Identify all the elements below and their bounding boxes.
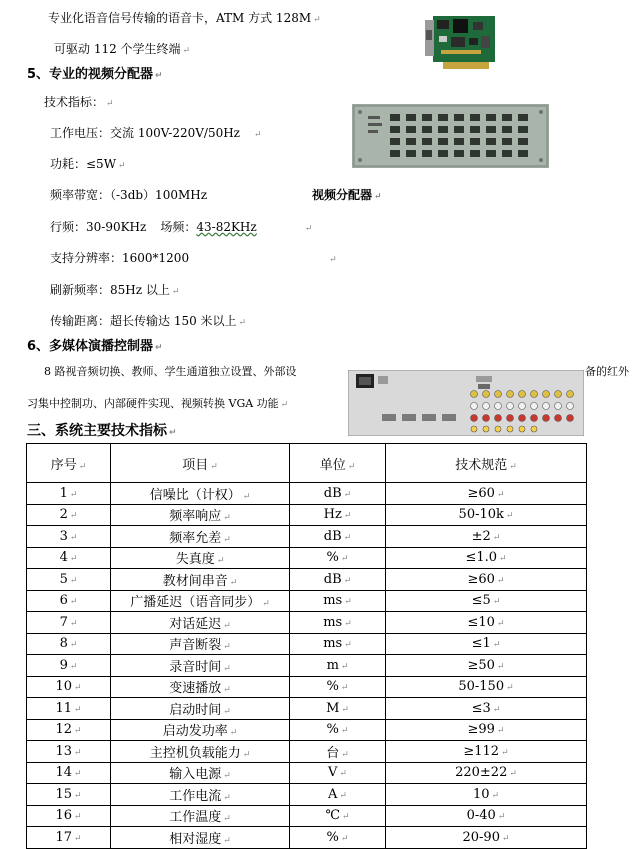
specs-table (26, 443, 587, 849)
paragraph-mark: ↵ (223, 835, 231, 846)
paragraph-mark: ↵ (223, 642, 231, 653)
cell-spec-text: ≤5 (471, 593, 491, 609)
header-spec (386, 444, 587, 483)
paragraph-mark: ↵ (223, 771, 231, 782)
cell-spec (386, 676, 587, 698)
cell-unit-text: m (326, 657, 339, 673)
cell-spec (386, 526, 587, 548)
paragraph-mark: ↵ (169, 428, 177, 438)
paragraph-mark: ↵ (69, 597, 78, 608)
cell-unit-text: % (326, 722, 339, 738)
cell-spec (386, 762, 587, 784)
cell-spec-text: ±2 (471, 528, 491, 544)
cell-index (27, 483, 111, 505)
cell-item-text: 相对湿度 (169, 831, 222, 847)
section6-desc-line2-text: 习集中控制功、内部硬件实现、视频转换 VGA 功能 (27, 397, 279, 410)
paragraph-mark: ↵ (505, 511, 514, 522)
cell-index-text: 8 (59, 636, 68, 652)
cell-index-text: 1 (59, 485, 68, 501)
cell-item (111, 633, 290, 655)
paragraph-mark: ↵ (238, 318, 247, 328)
table-row (27, 827, 587, 849)
section5-spec-label (44, 94, 114, 112)
section6-desc-part1 (44, 364, 297, 380)
cell-spec-text: 20-90 (462, 829, 500, 845)
paragraph-mark: ↵ (491, 790, 500, 801)
section6-desc-part2-text: 备的红外 (585, 365, 629, 378)
cell-spec-text: ≥112 (463, 743, 500, 759)
table-row (27, 612, 587, 634)
cell-item-text: 信噪比（计权） (149, 487, 241, 503)
table-header-row (27, 444, 587, 483)
cell-item (111, 504, 290, 526)
paragraph-mark: ↵ (374, 192, 382, 202)
paragraph-mark: ↵ (496, 618, 505, 629)
cell-spec-text: ≥99 (467, 722, 495, 738)
paragraph-mark: ↵ (74, 812, 82, 823)
paragraph-mark: ↵ (340, 833, 349, 844)
paragraph-mark: ↵ (492, 597, 501, 608)
table-row (27, 784, 587, 806)
paragraph-mark: ↵ (223, 534, 231, 545)
table-row (27, 547, 587, 569)
header-item-text: 项目 (182, 457, 209, 473)
spec-power (50, 156, 126, 174)
table-row (27, 719, 587, 741)
cell-spec (386, 741, 587, 763)
spec-frequency (50, 219, 312, 237)
cell-unit-text: % (326, 550, 339, 566)
paragraph-mark: ↵ (499, 554, 507, 565)
paragraph-mark: ↵ (496, 489, 505, 500)
cell-unit (290, 504, 386, 526)
section6-desc-part1-text: 8 路视音频切换、教师、学生通道独立设置、外部设 (44, 365, 297, 378)
cell-unit (290, 612, 386, 634)
cell-spec (386, 483, 587, 505)
cell-unit (290, 676, 386, 698)
cell-unit-text: ms (323, 636, 343, 652)
cell-item (111, 698, 290, 720)
paragraph-mark: ↵ (304, 224, 313, 234)
paragraph-mark: ↵ (340, 661, 349, 672)
cell-unit (290, 805, 386, 827)
cell-spec-text: ≤10 (467, 614, 495, 630)
cell-item (111, 569, 290, 591)
section5-heading-text: 5、专业的视频分配器 (27, 67, 154, 82)
table-row (27, 698, 587, 720)
cell-item (111, 784, 290, 806)
paragraph-mark: ↵ (69, 575, 78, 586)
table-row (27, 526, 587, 548)
paragraph-mark: ↵ (74, 747, 82, 758)
paragraph-mark: ↵ (242, 749, 251, 760)
paragraph-mark: ↵ (69, 661, 78, 672)
cell-item (111, 805, 290, 827)
cell-unit (290, 655, 386, 677)
paragraph-mark: ↵ (492, 704, 501, 715)
paragraph-mark: ↵ (254, 130, 262, 140)
header-index-text: 序号 (50, 457, 77, 473)
table-row (27, 504, 587, 526)
cell-unit-text: M (326, 700, 340, 716)
paragraph-mark: ↵ (78, 461, 87, 472)
cell-item-text: 频率响应 (169, 509, 222, 525)
spec-refresh (50, 282, 179, 300)
cell-spec-text: 50-10k (458, 507, 504, 523)
cell-unit (290, 784, 386, 806)
table-row (27, 676, 587, 698)
cell-unit (290, 741, 386, 763)
paragraph-mark: ↵ (329, 255, 337, 265)
paragraph-mark: ↵ (496, 726, 505, 737)
cell-index (27, 698, 111, 720)
paragraph-mark: ↵ (229, 577, 238, 588)
header-index (27, 444, 111, 483)
paragraph-mark: ↵ (155, 343, 163, 353)
paragraph-mark: ↵ (343, 511, 352, 522)
section6-desc-line2 (27, 396, 288, 413)
cell-spec (386, 655, 587, 677)
cell-spec-text: ≤1.0 (465, 550, 498, 566)
section6-heading-text: 6、多媒体演播控制器 (27, 339, 154, 354)
section5-heading (27, 67, 163, 84)
paragraph-mark: ↵ (69, 511, 78, 522)
cell-unit-text: ms (323, 593, 343, 609)
spec-voltage-text: 工作电压：交流 100V-220V/50Hz (50, 126, 241, 140)
paragraph-mark: ↵ (509, 461, 517, 472)
paragraph-mark: ↵ (341, 749, 349, 760)
cell-index (27, 526, 111, 548)
cell-unit (290, 590, 386, 612)
spec-bandwidth (50, 187, 207, 203)
spec-refresh-text: 刷新频率：85Hz 以上 (50, 283, 170, 297)
cell-unit-text: dB (323, 571, 342, 587)
intro-line-2 (54, 41, 190, 59)
cell-index-text: 12 (55, 722, 72, 738)
paragraph-mark: ↵ (216, 556, 225, 567)
cell-spec (386, 590, 587, 612)
cell-item-text: 教材间串音 (162, 573, 228, 589)
cell-spec (386, 827, 587, 849)
paragraph-mark: ↵ (155, 71, 163, 81)
paragraph-mark: ↵ (341, 704, 349, 715)
table-row (27, 655, 587, 677)
spec-resolution (50, 250, 337, 268)
paragraph-mark: ↵ (339, 790, 347, 801)
header-unit (290, 444, 386, 483)
cell-unit (290, 719, 386, 741)
cell-item (111, 719, 290, 741)
cell-index (27, 655, 111, 677)
splitter-caption (312, 187, 382, 205)
cell-unit-text: V (328, 765, 338, 781)
cell-index (27, 633, 111, 655)
table-row (27, 569, 587, 591)
cell-spec-text: 220±22 (455, 765, 508, 781)
cell-index (27, 504, 111, 526)
cell-index-text: 2 (59, 507, 68, 523)
paragraph-mark: ↵ (340, 683, 349, 694)
cell-spec-text: ≥60 (467, 485, 495, 501)
paragraph-mark: ↵ (506, 683, 514, 694)
cell-spec (386, 698, 587, 720)
paragraph-mark: ↵ (342, 812, 350, 823)
cell-unit-text: ℃ (325, 808, 340, 824)
paragraph-mark: ↵ (492, 532, 501, 543)
cell-item-text: 工作电流 (169, 788, 222, 804)
cell-item-text: 启动时间 (169, 702, 222, 718)
cell-item-text: 变速播放 (169, 681, 222, 697)
paragraph-mark: ↵ (339, 769, 347, 780)
cell-index-text: 5 (59, 571, 68, 587)
cell-index (27, 719, 111, 741)
cell-index-text: 11 (55, 700, 72, 716)
paragraph-mark: ↵ (343, 575, 352, 586)
cell-item (111, 590, 290, 612)
video-splitter-image (352, 104, 549, 168)
cell-item-text: 工作温度 (169, 810, 222, 826)
cell-unit-text: % (326, 679, 339, 695)
cell-spec-text: 10 (472, 786, 490, 802)
cell-item (111, 676, 290, 698)
paragraph-mark: ↵ (223, 663, 231, 674)
cell-spec (386, 784, 587, 806)
cell-index-text: 6 (59, 593, 68, 609)
spec-label-text: 技术指标： (44, 95, 105, 109)
cell-unit (290, 762, 386, 784)
cell-unit (290, 633, 386, 655)
cell-item (111, 547, 290, 569)
paragraph-mark: ↵ (347, 461, 356, 472)
paragraph-mark: ↵ (492, 640, 501, 651)
paragraph-mark: ↵ (496, 661, 505, 672)
cell-item-text: 声音断裂 (169, 638, 222, 654)
cell-unit-text: Hz (323, 507, 342, 523)
paragraph-mark: ↵ (313, 15, 321, 25)
paragraph-mark: ↵ (496, 575, 505, 586)
cell-index-text: 13 (55, 743, 72, 759)
spec-bandwidth-text: 频率带宽：（-3db）100MHz (50, 188, 208, 202)
paragraph-mark: ↵ (74, 726, 82, 737)
cell-item-text: 频率允差 (169, 530, 222, 546)
cell-index (27, 569, 111, 591)
paragraph-mark: ↵ (501, 833, 510, 844)
cell-index (27, 612, 111, 634)
cell-item (111, 827, 290, 849)
paragraph-mark: ↵ (69, 532, 78, 543)
paragraph-mark: ↵ (69, 554, 78, 565)
cell-item-text: 录音时间 (169, 659, 222, 675)
paragraph-mark: ↵ (74, 833, 82, 844)
table-row (27, 741, 587, 763)
section6-heading (27, 339, 163, 356)
table-row (27, 633, 587, 655)
media-controller-image (348, 370, 584, 436)
cell-index-text: 17 (55, 829, 72, 845)
section6-desc-part2 (585, 364, 629, 380)
header-spec-text: 技术规范 (455, 457, 508, 473)
paragraph-mark: ↵ (340, 726, 349, 737)
cell-item (111, 612, 290, 634)
paragraph-mark: ↵ (280, 400, 289, 410)
paragraph-mark: ↵ (74, 790, 82, 801)
cell-item-text: 输入电源 (169, 767, 222, 783)
cell-spec-text: ≥50 (467, 657, 495, 673)
line-frequency-text: 行频：30-90KHz (50, 220, 147, 234)
cell-item-text: 启动发功率 (162, 724, 228, 740)
paragraph-mark: ↵ (182, 46, 191, 56)
paragraph-mark: ↵ (229, 728, 238, 739)
cell-spec-text: 0-40 (466, 808, 496, 824)
splitter-caption-text: 视频分配器 (312, 188, 373, 202)
cell-index (27, 547, 111, 569)
cell-unit (290, 547, 386, 569)
paragraph-mark: ↵ (340, 554, 349, 565)
cell-index (27, 784, 111, 806)
paragraph-mark: ↵ (223, 620, 231, 631)
cell-item-text: 主控机负载能力 (149, 745, 241, 761)
spec-resolution-text: 支持分辨率：1600*1200 (50, 251, 190, 265)
paragraph-mark: ↵ (74, 769, 82, 780)
cell-unit-text: dB (323, 485, 342, 501)
cell-index-text: 16 (55, 808, 72, 824)
cell-unit-text: dB (323, 528, 342, 544)
header-unit-text: 单位 (319, 457, 346, 473)
cell-index-text: 4 (59, 550, 68, 566)
paragraph-mark: ↵ (210, 461, 218, 472)
cell-item-text: 广播延迟（语音同步） (130, 595, 261, 611)
cell-spec (386, 719, 587, 741)
paragraph-mark: ↵ (242, 491, 251, 502)
cell-index (27, 676, 111, 698)
table-row (27, 762, 587, 784)
cell-item (111, 741, 290, 763)
paragraph-mark: ↵ (69, 489, 78, 500)
cell-spec (386, 547, 587, 569)
intro-line-2-text: 可驱动 112 个学生终端 (54, 42, 181, 56)
paragraph-mark: ↵ (171, 287, 180, 297)
paragraph-mark: ↵ (106, 99, 114, 109)
cell-spec (386, 805, 587, 827)
paragraph-mark: ↵ (497, 812, 506, 823)
cell-index-text: 14 (55, 765, 72, 781)
cell-index (27, 741, 111, 763)
header-item (111, 444, 290, 483)
cell-item (111, 655, 290, 677)
paragraph-mark: ↵ (344, 640, 352, 651)
spec-voltage (50, 125, 262, 143)
field-frequency-label: 场频： (160, 220, 197, 234)
paragraph-mark: ↵ (74, 683, 82, 694)
cell-unit (290, 483, 386, 505)
cell-index-text: 10 (55, 679, 72, 695)
table-row (27, 590, 587, 612)
section3-heading-text: 三、系统主要技术指标 (27, 423, 167, 439)
paragraph-mark: ↵ (344, 618, 352, 629)
cell-spec-text: ≤1 (471, 636, 491, 652)
paragraph-mark: ↵ (223, 706, 231, 717)
cell-index (27, 590, 111, 612)
paragraph-mark: ↵ (223, 792, 231, 803)
cell-spec-text: ≤3 (471, 700, 491, 716)
cell-index-text: 3 (59, 528, 68, 544)
paragraph-mark: ↵ (501, 747, 509, 758)
paragraph-mark: ↵ (118, 161, 126, 171)
paragraph-mark: ↵ (223, 513, 231, 524)
cell-spec-text: 50-150 (458, 679, 505, 695)
paragraph-mark: ↵ (69, 618, 78, 629)
intro-line-1 (48, 10, 321, 28)
spec-distance (50, 313, 246, 331)
cell-spec (386, 612, 587, 634)
cell-spec (386, 633, 587, 655)
cell-item-text: 对话延迟 (169, 616, 222, 632)
cell-unit (290, 827, 386, 849)
table-row (27, 483, 587, 505)
cell-index (27, 762, 111, 784)
section3-heading (27, 423, 177, 441)
paragraph-mark: ↵ (74, 704, 82, 715)
paragraph-mark: ↵ (69, 640, 78, 651)
paragraph-mark: ↵ (262, 599, 270, 610)
cell-unit-text: ms (323, 614, 343, 630)
cell-unit (290, 526, 386, 548)
specs-table-body (27, 483, 587, 849)
cell-index (27, 805, 111, 827)
paragraph-mark: ↵ (509, 769, 517, 780)
voice-card-image (423, 10, 498, 74)
table-row (27, 805, 587, 827)
paragraph-mark: ↵ (343, 489, 352, 500)
cell-unit (290, 698, 386, 720)
paragraph-mark: ↵ (223, 814, 231, 825)
cell-index (27, 827, 111, 849)
intro-line-1-text: 专业化语音信号传输的语音卡，ATM 方式 128M (48, 11, 312, 25)
cell-item (111, 762, 290, 784)
cell-unit (290, 569, 386, 591)
cell-item (111, 483, 290, 505)
paragraph-mark: ↵ (343, 532, 352, 543)
cell-unit-text: % (326, 829, 339, 845)
cell-item-text: 失真度 (175, 552, 215, 568)
cell-index-text: 9 (59, 657, 68, 673)
cell-index-text: 7 (59, 614, 68, 630)
spec-power-text: 功耗：≤5W (50, 157, 117, 171)
cell-unit-text: A (328, 786, 338, 802)
cell-spec (386, 569, 587, 591)
cell-index-text: 15 (55, 786, 72, 802)
spec-distance-text: 传输距离：超长传输达 150 米以上 (50, 314, 237, 328)
paragraph-mark: ↵ (344, 597, 352, 608)
cell-spec (386, 504, 587, 526)
field-frequency-value: 43-82KHz (196, 220, 257, 234)
cell-item (111, 526, 290, 548)
cell-unit-text: 台 (326, 745, 340, 761)
paragraph-mark: ↵ (223, 685, 231, 696)
cell-spec-text: ≥60 (467, 571, 495, 587)
